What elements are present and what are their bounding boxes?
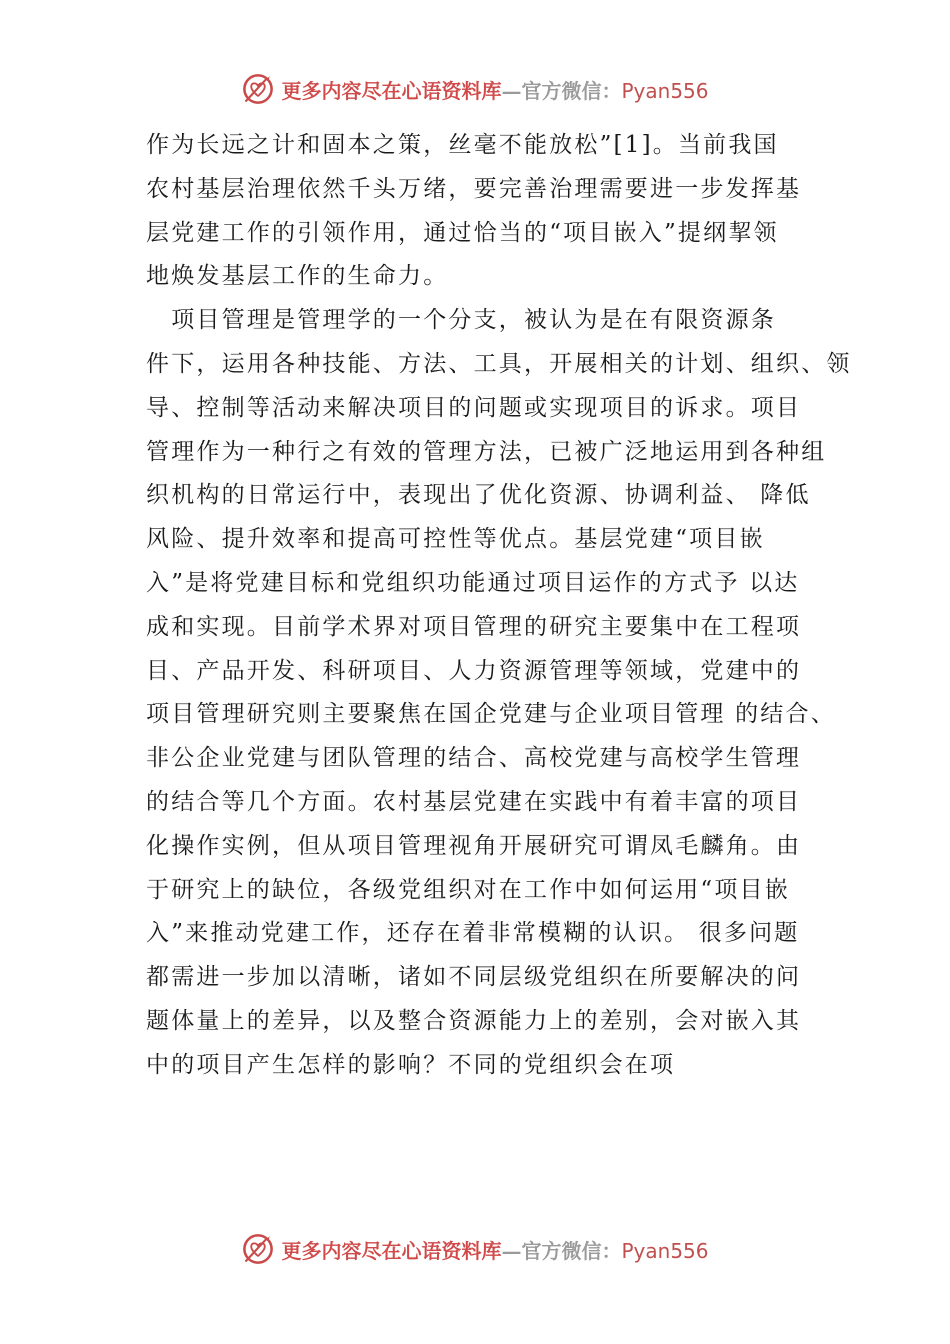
watermark-official: 官方微信：: [521, 1238, 622, 1263]
footer-watermark: [0, 1232, 950, 1266]
text-line: 非公企业党建与团队管理的结合、高校党建与高校学生管理: [146, 745, 802, 772]
text-line: 都需进一步加以清晰，诸如不同层级党组织在所要解决的问: [146, 964, 802, 991]
text-line: 作为长远之计和固本之策，丝毫不能放松”[1]。当前我国: [146, 132, 779, 158]
text-line: 风险、提升效率和提高可控性等优点。基层党建“项目嵌: [146, 526, 765, 553]
text-line: 层党建工作的引领作用，通过恰当的“项目嵌入”提纲挈领: [146, 219, 779, 246]
text-line: 成和实现。目前学术界对项目管理的研究主要集中在工程项: [146, 613, 802, 640]
paragraph-2: [146, 299, 852, 1087]
text-line: 题体量上的差异，以及整合资源能力上的差别，会对嵌入其: [146, 1007, 802, 1034]
text-line: 管理作为一种行之有效的管理方法，已被广泛地运用到各种组: [146, 438, 827, 465]
watermark-dash: —: [501, 1238, 522, 1263]
text-line: 农村基层治理依然千头万绪，要完善治理需要进一步发挥基: [146, 175, 802, 202]
watermark-text: [281, 1235, 708, 1264]
text-line: 目、产品开发、科研项目、人力资源管理等领域，党建中的: [146, 657, 802, 684]
heart-pen-logo-icon: [241, 72, 275, 106]
text-line: 织机构的日常运行中，表现出了优化资源、协调利益、 降低: [146, 482, 811, 509]
text-line: 中的项目产生怎样的影响？不同的党组织会在项: [146, 1051, 676, 1078]
text-line: 的结合等几个方面。农村基层党建在实践中有着丰富的项目: [146, 788, 802, 815]
text-line: 导、控制等活动来解决项目的问题或实现项目的诉求。项目: [146, 394, 802, 421]
text-line: 入”是将党建目标和党组织功能通过项目运作的方式予 以达: [146, 569, 800, 596]
document-body: [146, 124, 852, 1088]
text-line: 项目管理研究则主要聚焦在国企党建与企业项目管理 的结合、: [146, 701, 836, 728]
text-line: 项目管理是管理学的一个分支，被认为是在有限资源条: [146, 307, 776, 334]
heart-pen-logo-icon: [241, 1232, 275, 1266]
watermark-brand: 更多内容尽在心语资料库: [281, 1238, 502, 1263]
watermark-dash: —: [501, 78, 522, 103]
watermark-wechat-id: Pyan556: [621, 78, 709, 103]
watermark-text: [281, 75, 708, 104]
header-watermark: [0, 72, 950, 106]
watermark-brand: 更多内容尽在心语资料库: [281, 78, 502, 103]
watermark-wechat-id: Pyan556: [621, 1238, 709, 1263]
text-line: 地焕发基层工作的生命力。: [146, 263, 449, 290]
text-line: 入”来推动党建工作，还存在着非常模糊的认识。 很多问题: [146, 920, 800, 947]
watermark-official: 官方微信：: [521, 78, 622, 103]
text-line: 于研究上的缺位，各级党组织对在工作中如何运用“项目嵌: [146, 876, 790, 903]
text-line: 化操作实例，但从项目管理视角开展研究可谓凤毛麟角。由: [146, 832, 802, 859]
text-line: 件下，运用各种技能、方法、工具，开展相关的计划、组织、领: [146, 350, 852, 377]
paragraph-1: [146, 124, 846, 299]
